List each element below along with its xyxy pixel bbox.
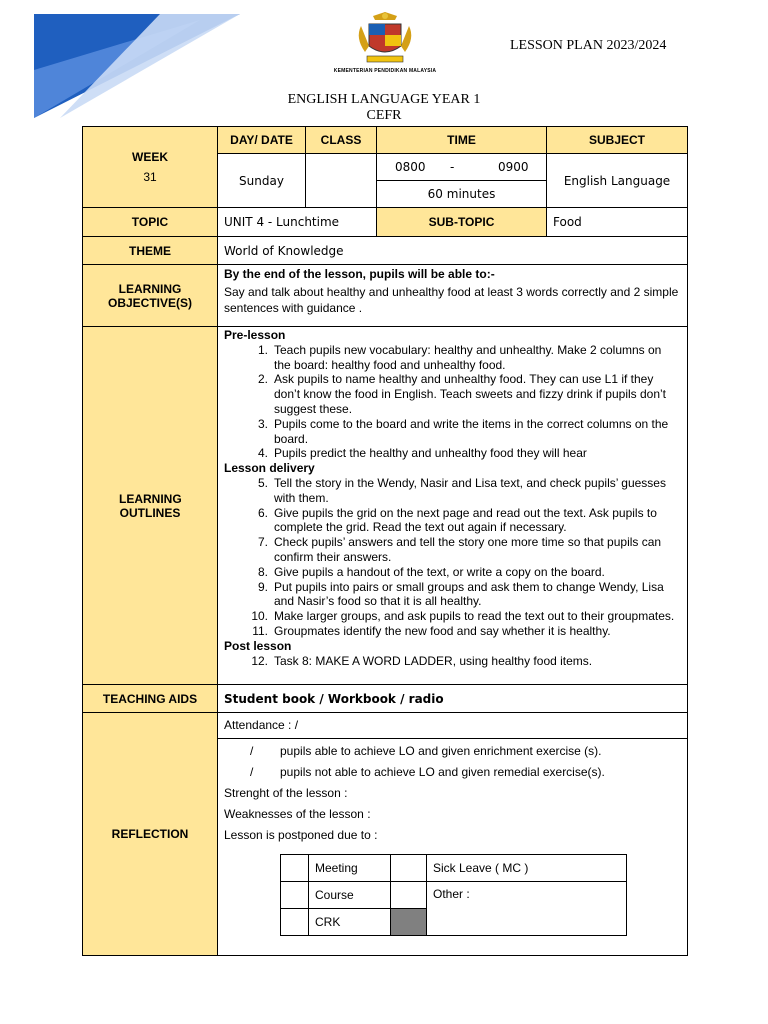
outline-item-text: Ask pupils to name healthy and unhealthy food. They can use L1 if they don’t know the food in English. Teach sweets and fizzy drink if pupils don’t suggest these. — [274, 372, 667, 416]
week-cell — [83, 127, 218, 208]
outline-item — [224, 446, 681, 461]
title-line-2: CEFR — [366, 108, 402, 123]
outline-item-text: Pupils come to the board and write the items in the correct columns on the board. — [274, 416, 669, 446]
week-value: 31 — [143, 170, 157, 184]
lo-achieved-line: / pupils able to achieve LO and given enrichment exercise (s). — [250, 744, 602, 758]
reflection-cell — [218, 739, 688, 956]
outline-item-text: Teach pupils new vocabulary: healthy and unhealthy. Make 2 columns on the board: healthy food and unhealthy food. — [274, 342, 662, 372]
sick-leave-checkbox[interactable] — [391, 855, 427, 882]
outline-item-number: 3. — [257, 416, 268, 431]
postpone-reasons-table — [280, 854, 627, 936]
outline-item-text: Give pupils the grid on the next page and read out the text. Ask pupils to complete the grid. Read the text out again if necessary. — [274, 505, 657, 535]
outline-item — [224, 476, 681, 506]
weakness-line: Weaknesses of the lesson : — [224, 807, 371, 821]
outline-item — [224, 372, 681, 416]
lesson-delivery-heading: Lesson delivery — [224, 461, 315, 476]
aids-value: Student book / Workbook / radio — [218, 685, 688, 713]
meeting-option: Meeting — [309, 855, 391, 882]
outline-item-text: Check pupils’ answers and tell the story one more time so that pupils can confirm their answers. — [274, 535, 662, 564]
reflection-label: REFLECTION — [83, 713, 218, 956]
class-label: CLASS — [306, 127, 377, 154]
postponed-line: Lesson is postponed due to : — [224, 828, 378, 842]
subtopic-label: SUB-TOPIC — [377, 208, 547, 237]
post-lesson-heading: Post lesson — [224, 638, 292, 653]
outline-item — [224, 624, 681, 639]
time-separator: - — [450, 160, 455, 174]
time-end: 0900 — [498, 160, 529, 174]
outline-item-number: 12. — [251, 653, 268, 668]
subject-value: English Language — [547, 154, 688, 208]
outline-item-text: Put pupils into pairs or small groups and ask them to change Wendy, Lisa and Nasir’s food so that it is all healthy. — [274, 579, 664, 609]
topic-label: TOPIC — [83, 208, 218, 237]
class-value — [306, 154, 377, 208]
outline-item-number: 1. — [257, 342, 268, 357]
post-lesson-list — [224, 654, 681, 669]
crk-checkbox[interactable] — [281, 909, 309, 936]
topic-value: UNIT 4 - Lunchtime — [218, 208, 377, 237]
outlines-label: LEARNING OUTLINES — [83, 327, 218, 685]
outline-item — [224, 535, 681, 565]
outline-item-number: 6. — [257, 505, 268, 520]
ministry-name: KEMENTERIAN PENDIDIKAN MALAYSIA — [333, 68, 437, 74]
objective-label: LEARNING OBJECTIVE(S) — [83, 265, 218, 327]
outline-item-text: Task 8: MAKE A WORD LADDER, using healthy food items. — [274, 653, 593, 668]
outline-item — [224, 417, 681, 447]
lo-not-achieved-line: / pupils not able to achieve LO and given remedial exercise(s). — [250, 765, 605, 779]
lesson-plan-title: LESSON PLAN 2023/2024 — [510, 38, 667, 53]
outline-item-number: 5. — [257, 475, 268, 490]
outline-item-number: 7. — [257, 535, 268, 550]
other-checkbox[interactable] — [391, 882, 427, 909]
other-option: Other : — [427, 882, 627, 936]
sick-leave-option: Sick Leave ( MC ) — [427, 855, 627, 882]
outline-item-text: Give pupils a handout of the text, or write a copy on the board. — [274, 564, 605, 579]
outline-item-number: 2. — [257, 372, 268, 387]
theme-label: THEME — [83, 237, 218, 265]
meeting-checkbox[interactable] — [281, 855, 309, 882]
crk-option: CRK — [309, 909, 391, 936]
objective-cell — [218, 265, 688, 327]
outline-item-number: 8. — [257, 564, 268, 579]
outline-item-text: Groupmates identify the new food and say whether it is healthy. — [274, 623, 611, 638]
outline-item-number: 9. — [257, 579, 268, 594]
outline-item — [224, 506, 681, 536]
coat-of-arms-icon — [325, 10, 445, 68]
outline-item — [224, 565, 681, 580]
pre-lesson-heading: Pre-lesson — [224, 328, 286, 342]
document-title — [0, 92, 768, 124]
outline-item-text: Tell the story in the Wendy, Nasir and Lisa text, and check pupils’ guesses with them. — [274, 475, 666, 505]
title-line-1: ENGLISH LANGUAGE YEAR 1 — [287, 92, 481, 107]
theme-value: World of Knowledge — [218, 237, 688, 265]
outline-item-number: 10. — [251, 609, 268, 624]
subtopic-value: Food — [547, 208, 688, 237]
outline-item-number: 4. — [257, 446, 268, 461]
outline-item-number: 11. — [252, 623, 268, 638]
time-range — [377, 154, 547, 181]
week-label: WEEK — [132, 150, 168, 164]
outline-item-text: Pupils predict the healthy and unhealthy food they will hear — [274, 446, 587, 461]
aids-label: TEACHING AIDS — [83, 685, 218, 713]
course-option: Course — [309, 882, 391, 909]
outline-item — [224, 580, 681, 610]
outline-item — [224, 654, 681, 669]
day-date-label: DAY/ DATE — [218, 127, 306, 154]
outline-item-text: Make larger groups, and ask pupils to read the text out to their groupmates. — [274, 609, 675, 624]
time-label: TIME — [377, 127, 547, 154]
outline-item — [224, 609, 681, 624]
outlines-cell — [218, 327, 688, 685]
course-checkbox[interactable] — [281, 882, 309, 909]
outline-item — [224, 343, 681, 373]
lesson-plan-table — [82, 126, 688, 956]
lesson-delivery-list — [224, 476, 681, 639]
strength-line: Strenght of the lesson : — [224, 786, 348, 800]
ministry-crest-logo — [325, 10, 445, 80]
day-value: Sunday — [218, 154, 306, 208]
subject-label: SUBJECT — [547, 127, 688, 154]
shaded-cell — [391, 909, 427, 936]
duration-value: 60 minutes — [377, 181, 547, 208]
objective-intro: By the end of the lesson, pupils will be able to:- — [224, 267, 495, 281]
time-start: 0800 — [395, 160, 426, 174]
objective-text: Say and talk about healthy and unhealthy food at least 3 words correctly and 2 simple sentences with guidance . — [224, 285, 679, 315]
pre-lesson-list — [224, 343, 681, 461]
attendance-line: Attendance : / — [218, 713, 688, 739]
